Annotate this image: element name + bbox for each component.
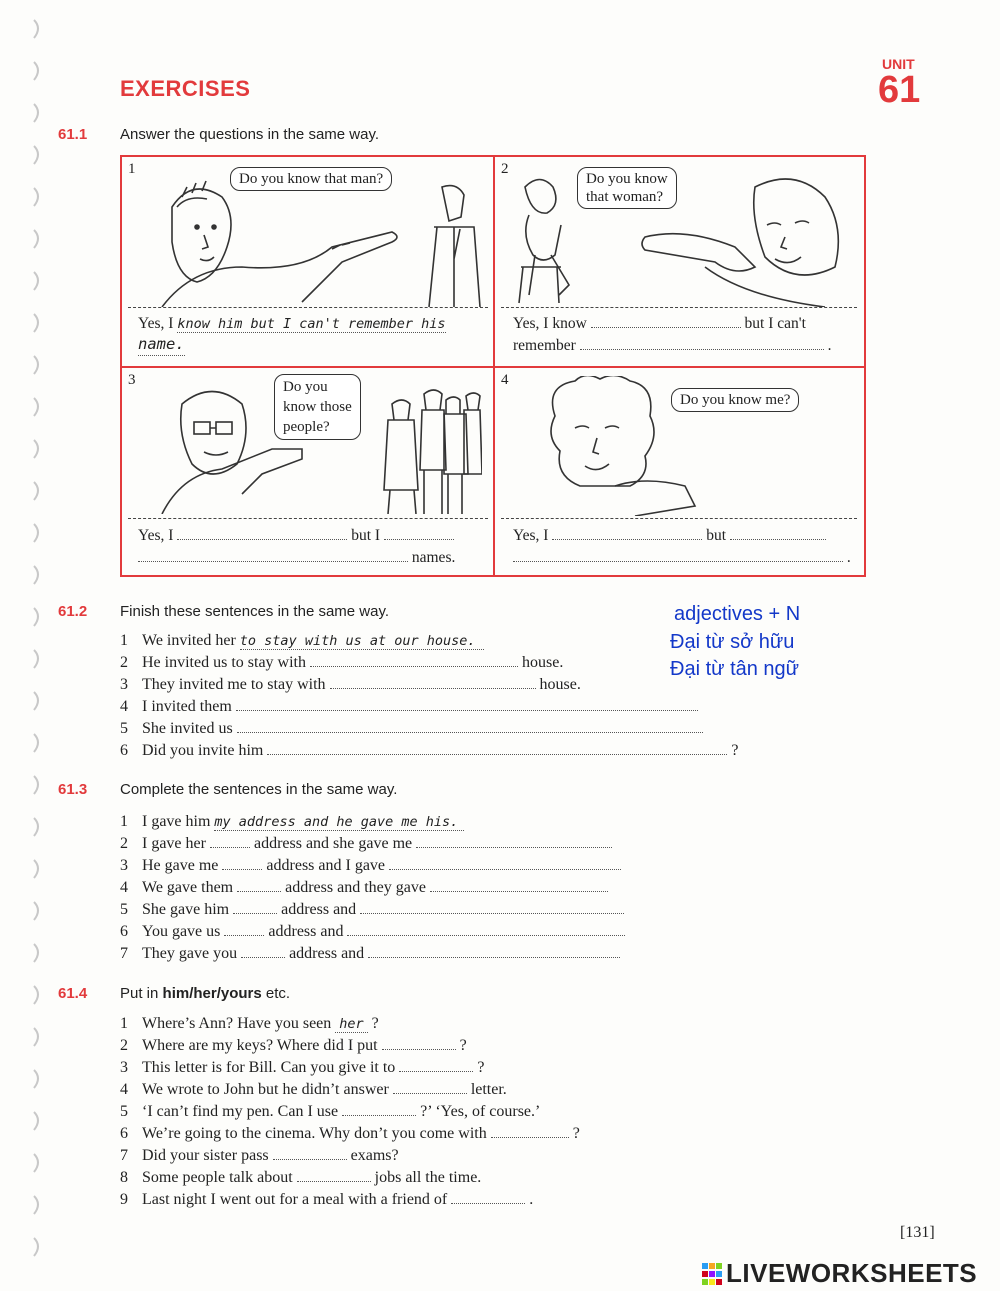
answer-line <box>138 525 454 547</box>
sentence-text: address and she gave me <box>253 835 413 852</box>
sentence-text: ‘I can’t find my pen. Can I use <box>142 1103 339 1120</box>
sentence-end: house. <box>521 654 564 671</box>
sentence-text: This letter is for Bill. Can you give it to <box>142 1059 396 1076</box>
line-number: 1 <box>120 632 128 649</box>
answer-input[interactable] <box>310 654 518 667</box>
bubble-line: know those <box>283 399 352 415</box>
sentence-text: They invited me to stay with <box>142 676 326 693</box>
answer-line <box>513 313 806 335</box>
note-adjectives: adjectives + N <box>674 603 801 625</box>
sentence-line <box>120 901 624 919</box>
brand-name: LIVEWORKSHEETS <box>726 1258 978 1288</box>
sentence-text: address and they gave <box>285 879 426 896</box>
line-number: 2 <box>120 654 128 671</box>
picture-cell-2 <box>495 157 864 366</box>
answer-input[interactable] <box>513 549 843 562</box>
sentence-line <box>120 1191 533 1209</box>
answer-input-continued[interactable]: name. <box>138 333 185 356</box>
sentence-end: ? <box>477 1059 485 1076</box>
sentence-line <box>120 720 703 738</box>
answer-line-2 <box>513 335 831 357</box>
answer-input[interactable] <box>399 1059 473 1072</box>
line-number: 3 <box>120 1059 128 1076</box>
picture-cell-3 <box>122 368 493 575</box>
answer-input[interactable] <box>177 527 347 540</box>
exercise-instruction: Answer the questions in the same way. <box>120 126 380 143</box>
line-number: 3 <box>120 676 128 693</box>
liveworksheets-logo-icon <box>702 1263 722 1285</box>
note-object-pronouns: Đại từ tân ngữ <box>670 658 800 680</box>
answer-input[interactable] <box>237 720 703 733</box>
answer-input[interactable] <box>342 1103 416 1116</box>
sentence-line <box>120 742 738 760</box>
exercise-number: 61.3 <box>58 781 88 798</box>
sentence-line <box>120 1169 481 1187</box>
sentence-text: Where’s Ann? Have you seen <box>142 1015 332 1032</box>
dashed-separator <box>501 307 857 308</box>
line-number: 4 <box>120 1081 128 1098</box>
line-number: 4 <box>120 698 128 715</box>
answer-input[interactable] <box>382 1037 456 1050</box>
answer-input[interactable]: to stay with us at our house. <box>240 633 484 650</box>
answer-input[interactable]: my address and he gave me his. <box>214 814 464 831</box>
answer-input[interactable] <box>347 923 625 936</box>
answer-input[interactable] <box>360 901 624 914</box>
answer-prefix: Yes, I <box>513 527 549 544</box>
bubble-line: that woman? <box>586 189 664 205</box>
answer-input[interactable] <box>552 527 702 540</box>
sentence-end: exams? <box>350 1147 399 1164</box>
sentence-line <box>120 813 464 831</box>
answer-input[interactable] <box>233 901 277 914</box>
answer-input[interactable] <box>273 1147 347 1160</box>
sentence-text: Did you invite him <box>142 742 264 759</box>
line-number: 1 <box>120 1015 128 1032</box>
bubble-line: people? <box>283 419 330 435</box>
sentence-end: ? <box>572 1125 580 1142</box>
answer-input[interactable] <box>491 1125 569 1138</box>
sentence-line <box>120 1147 399 1165</box>
cell-number: 1 <box>128 161 136 177</box>
cell-number: 2 <box>501 161 509 177</box>
cell-number: 3 <box>128 372 136 388</box>
exercise-instruction: Complete the sentences in the same way. <box>120 781 398 798</box>
sentence-text: We wrote to John but he didn’t answer <box>142 1081 389 1098</box>
sentence-text: address and <box>289 945 365 962</box>
answer-prefix: Yes, I <box>138 315 174 332</box>
sentence-text: Last night I went out for a meal with a friend of <box>142 1191 448 1208</box>
answer-text: . <box>827 337 832 354</box>
sentence-line <box>120 1059 484 1077</box>
cell-number: 4 <box>501 372 509 388</box>
answer-input[interactable] <box>241 945 285 958</box>
answer-input[interactable] <box>330 676 536 689</box>
speech-bubble: Do you know that man? <box>230 167 392 191</box>
spiral-binding <box>28 0 52 1291</box>
answer-text: but I can't <box>744 315 806 332</box>
sentence-text: Where are my keys? Where did I put <box>142 1037 378 1054</box>
sentence-text: Did your sister pass <box>142 1147 269 1164</box>
exercise-number: 61.4 <box>58 985 88 1002</box>
exercise-number: 61.2 <box>58 603 88 620</box>
line-number: 5 <box>120 1103 128 1120</box>
sentence-line <box>120 945 620 963</box>
unit-label: UNIT <box>882 56 915 72</box>
answer-input[interactable] <box>591 315 741 328</box>
sentence-end: ? <box>459 1037 467 1054</box>
picture-grid <box>120 155 866 577</box>
liveworksheets-logo <box>702 1258 977 1289</box>
sentence-line <box>120 632 484 650</box>
sentence-line <box>120 676 581 694</box>
instruction-text: Put in <box>120 985 159 1002</box>
answer-line-2 <box>513 547 851 569</box>
sentence-line <box>120 1081 507 1099</box>
exercise-instruction: Finish these sentences in the same way. <box>120 603 390 620</box>
answer-text: . <box>846 549 851 566</box>
answer-text: names. <box>411 549 456 566</box>
dashed-separator <box>128 518 488 519</box>
sentence-line <box>120 835 612 853</box>
answer-input[interactable] <box>580 337 824 350</box>
answer-input[interactable] <box>224 923 264 936</box>
sentence-text: I gave him <box>142 813 211 830</box>
page-number: [131] <box>900 1224 935 1241</box>
dashed-separator <box>501 518 857 519</box>
answer-line-2 <box>138 547 455 569</box>
sentence-end: ?’ ‘Yes, of course.’ <box>420 1103 541 1120</box>
sentence-text: She invited us <box>142 720 233 737</box>
line-number: 5 <box>120 901 128 918</box>
note-possessive-pronouns: Đại từ sở hữu <box>670 631 795 653</box>
line-number: 5 <box>120 720 128 737</box>
answer-prefix: Yes, I know <box>513 315 587 332</box>
exercise-number: 61.1 <box>58 126 88 143</box>
sentence-end: letter. <box>470 1081 507 1098</box>
line-number: 3 <box>120 857 128 874</box>
page-title: EXERCISES <box>120 76 251 101</box>
picture-cell-4 <box>495 368 864 575</box>
answer-text: remember <box>513 337 576 354</box>
answer-input[interactable] <box>236 698 698 711</box>
answer-input[interactable] <box>237 879 281 892</box>
sentence-text: address and <box>281 901 357 918</box>
answer-input[interactable] <box>416 835 612 848</box>
sentence-text: He gave me <box>142 857 219 874</box>
sentence-line <box>120 1037 467 1055</box>
answer-prefix: Yes, I <box>138 527 174 544</box>
answer-input[interactable] <box>210 835 250 848</box>
answer-input[interactable]: know him but I can't remember his <box>177 316 446 332</box>
sentence-line <box>120 1103 540 1121</box>
instruction-keywords: him/her/yours <box>162 985 262 1002</box>
sentence-end: ? <box>731 742 739 759</box>
answer-input[interactable] <box>389 857 621 870</box>
answer-input[interactable] <box>267 742 727 755</box>
sentence-text: We gave them <box>142 879 234 896</box>
sentence-text: We invited her <box>142 632 236 649</box>
speech-bubble <box>274 374 361 440</box>
sentence-line <box>120 698 698 716</box>
sentence-line <box>120 857 621 875</box>
answer-text: but <box>706 527 727 544</box>
sentence-line <box>120 1125 580 1143</box>
answer-input[interactable] <box>384 527 454 540</box>
answer-line <box>138 313 446 335</box>
line-number: 8 <box>120 1169 128 1186</box>
sentence-end: house. <box>539 676 581 693</box>
answer-input[interactable] <box>393 1081 467 1094</box>
answer-line <box>513 525 826 547</box>
answer-input[interactable] <box>730 527 826 540</box>
line-number: 2 <box>120 835 128 852</box>
answer-input[interactable] <box>222 857 262 870</box>
answer-input[interactable] <box>430 879 608 892</box>
sentence-text: Some people talk about <box>142 1169 293 1186</box>
illustration-woman-pointing <box>505 167 855 307</box>
answer-input[interactable] <box>138 549 408 562</box>
line-number: 7 <box>120 1147 128 1164</box>
bubble-line: Do you <box>283 379 328 395</box>
sentence-text: address and I gave <box>266 857 386 874</box>
line-number: 2 <box>120 1037 128 1054</box>
sentence-line <box>120 654 563 672</box>
sentence-line <box>120 879 608 897</box>
line-number: 6 <box>120 742 128 759</box>
line-number: 7 <box>120 945 128 962</box>
sentence-end: ? <box>371 1015 379 1032</box>
unit-number: 61 <box>878 69 921 111</box>
line-number: 4 <box>120 879 128 896</box>
speech-bubble <box>577 167 677 209</box>
line-number: 9 <box>120 1191 128 1208</box>
bubble-line: Do you know <box>586 171 668 187</box>
answer-input[interactable] <box>297 1169 371 1182</box>
dashed-separator <box>128 307 488 308</box>
sentence-end: . <box>529 1191 534 1208</box>
sentence-end: jobs all the time. <box>374 1169 482 1186</box>
speech-bubble: Do you know me? <box>671 388 799 412</box>
line-number: 1 <box>120 813 128 830</box>
answer-text: but I <box>351 527 381 544</box>
instruction-text: etc. <box>265 985 291 1002</box>
sentence-text: address and <box>268 923 344 940</box>
sentence-text: They gave you <box>142 945 238 962</box>
sentence-line <box>120 923 625 941</box>
sentence-text: I gave her <box>142 835 206 852</box>
exercise-instruction <box>120 985 290 1002</box>
sentence-line <box>120 1015 379 1033</box>
sentence-text: You gave us <box>142 923 221 940</box>
picture-cell-1 <box>122 157 493 366</box>
sentence-text: We’re going to the cinema. Why don’t you come with <box>142 1125 487 1142</box>
answer-input[interactable] <box>451 1191 525 1204</box>
answer-input[interactable] <box>368 945 620 958</box>
sentence-text: She gave him <box>142 901 230 918</box>
sentence-text: I invited them <box>142 698 232 715</box>
answer-input[interactable]: her <box>335 1016 367 1033</box>
sentence-text: He invited us to stay with <box>142 654 306 671</box>
line-number: 6 <box>120 923 128 940</box>
line-number: 6 <box>120 1125 128 1142</box>
